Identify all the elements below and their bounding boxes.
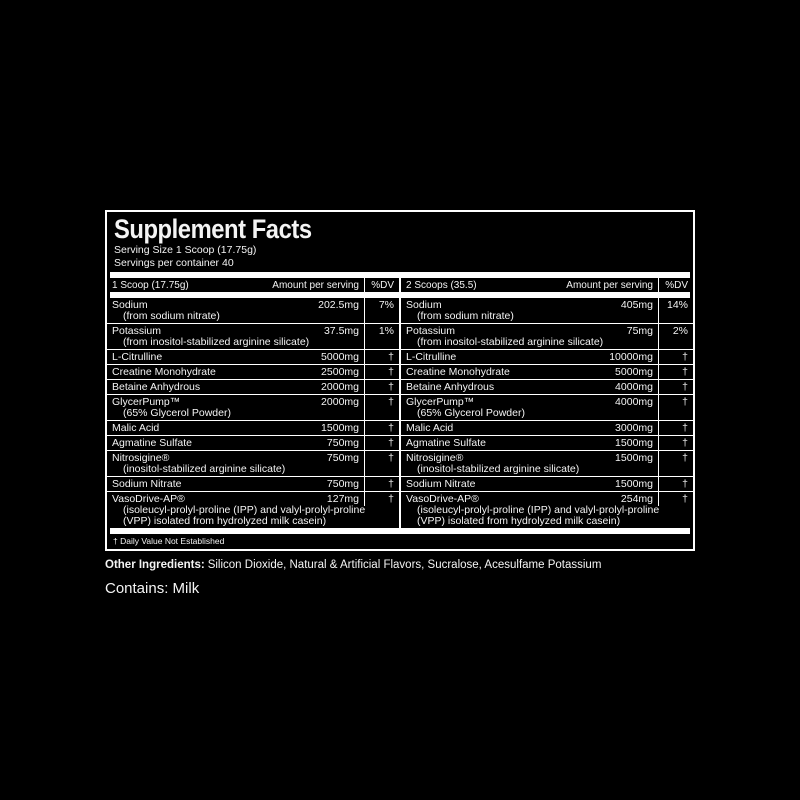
supplement-label — [105, 210, 695, 597]
facts-tables — [107, 278, 693, 528]
ingredient-row — [401, 365, 693, 380]
ingredient-dv: † — [658, 436, 693, 450]
ingredient-row — [401, 380, 693, 395]
ingredient-dv: 7% — [364, 298, 399, 323]
facts-header — [107, 212, 693, 269]
ingredient-name: Betaine Anhydrous — [406, 380, 495, 393]
ingredient-row — [107, 477, 399, 492]
ingredient-dv: † — [364, 492, 399, 506]
table-1-scoop — [107, 278, 399, 528]
table-2-scoops — [399, 278, 693, 528]
ingredient-name: VasoDrive-AP® — [406, 492, 479, 505]
ingredient-row — [107, 380, 399, 395]
ingredient-name: Agmatine Sulfate — [112, 436, 192, 449]
ingredient-dv: † — [364, 395, 399, 420]
ingredient-amount: 1500mg — [321, 421, 359, 434]
ingredient-row — [401, 350, 693, 365]
ingredient-amount: 4000mg — [615, 395, 653, 408]
ingredient-dv: † — [658, 365, 693, 379]
ingredient-amount: 5000mg — [321, 350, 359, 363]
ingredient-name: L-Citrulline — [112, 350, 163, 363]
ingredient-amount: 4000mg — [615, 380, 653, 393]
supplement-facts-title: Supplement Facts — [114, 214, 312, 244]
ingredient-subtext: (from inositol-stabilized arginine silicate) — [417, 335, 604, 348]
ingredient-row — [401, 395, 693, 421]
column-serving-label: 2 Scoops (35.5) — [406, 280, 477, 292]
ingredient-amount: 2000mg — [321, 380, 359, 393]
other-ingredients-label: Other Ingredients: — [105, 559, 205, 572]
ingredient-subtext: (isoleucyl-prolyl-proline (IPP) and valyl-prolyl-proline (VPP) isolated from hydrolyzed milk casein) — [417, 503, 660, 527]
ingredient-name: VasoDrive-AP® — [112, 492, 185, 505]
ingredient-dv: † — [364, 421, 399, 435]
column-amount-label: Amount per serving — [566, 280, 653, 292]
ingredient-amount: 1500mg — [615, 451, 653, 464]
ingredient-name: L-Citrulline — [406, 350, 457, 363]
ingredient-amount: 405mg — [620, 298, 653, 311]
serving-size-text: Serving Size 1 Scoop (17.75g) — [114, 244, 257, 257]
ingredient-dv: † — [364, 350, 399, 364]
ingredient-row — [107, 395, 399, 421]
ingredient-name: Malic Acid — [406, 421, 454, 434]
ingredient-dv: † — [364, 477, 399, 491]
ingredient-row — [401, 477, 693, 492]
ingredient-name: Sodium Nitrate — [112, 477, 182, 490]
ingredient-dv: 2% — [658, 324, 693, 349]
ingredient-amount: 750mg — [326, 451, 359, 464]
ingredient-amount: 750mg — [326, 477, 359, 490]
ingredient-subtext: (inositol-stabilized arginine silicate) — [123, 462, 286, 475]
ingredient-name: Potassium — [112, 324, 162, 337]
ingredient-subtext: (65% Glycerol Powder) — [123, 406, 231, 419]
table-header — [107, 278, 399, 292]
ingredient-name: Malic Acid — [112, 421, 160, 434]
ingredient-amount: 3000mg — [615, 421, 653, 434]
ingredient-dv: † — [364, 365, 399, 379]
ingredient-name: Nitrosigine® — [406, 451, 464, 464]
ingredient-subtext: (65% Glycerol Powder) — [417, 406, 525, 419]
ingredient-dv: † — [658, 350, 693, 364]
ingredient-name: Sodium — [112, 298, 148, 311]
ingredient-rows — [107, 298, 399, 528]
ingredient-row — [401, 421, 693, 436]
ingredient-row — [107, 436, 399, 451]
ingredient-amount: 2500mg — [321, 365, 359, 378]
ingredient-row — [401, 451, 693, 477]
column-amount-label: Amount per serving — [272, 280, 359, 292]
ingredient-amount: 750mg — [326, 436, 359, 449]
ingredient-name: Creatine Monohydrate — [406, 365, 510, 378]
ingredient-row — [401, 324, 693, 350]
ingredient-name: Sodium — [406, 298, 442, 311]
ingredient-dv: † — [658, 477, 693, 491]
ingredient-row — [107, 492, 399, 528]
ingredient-subtext: (from sodium nitrate) — [123, 309, 220, 322]
ingredient-dv: † — [658, 451, 693, 476]
ingredient-dv: † — [658, 395, 693, 420]
contains-allergen-text: Contains: Milk — [105, 580, 200, 598]
daily-value-footnote: † Daily Value Not Established — [113, 536, 225, 547]
ingredient-name: Potassium — [406, 324, 456, 337]
ingredient-dv: † — [658, 380, 693, 394]
ingredient-dv: 14% — [658, 298, 693, 323]
ingredient-row — [107, 350, 399, 365]
table-header — [401, 278, 693, 292]
ingredient-row — [401, 436, 693, 451]
ingredient-amount: 127mg — [326, 492, 359, 505]
column-dv-label: %DV — [364, 278, 399, 292]
column-dv-label: %DV — [658, 278, 693, 292]
ingredient-dv: † — [364, 436, 399, 450]
ingredient-subtext: (from inositol-stabilized arginine silicate) — [123, 335, 310, 348]
ingredient-name: Betaine Anhydrous — [112, 380, 201, 393]
ingredient-rows — [401, 298, 693, 528]
ingredient-name: Nitrosigine® — [112, 451, 170, 464]
ingredient-subtext: (isoleucyl-prolyl-proline (IPP) and valyl-prolyl-proline (VPP) isolated from hydrolyzed milk casein) — [123, 503, 366, 527]
ingredient-amount: 1500mg — [615, 477, 653, 490]
ingredient-row — [401, 492, 693, 528]
ingredient-dv: † — [364, 451, 399, 476]
ingredient-row — [107, 365, 399, 380]
ingredient-row — [107, 421, 399, 436]
ingredient-amount: 1500mg — [615, 436, 653, 449]
ingredient-subtext: (inositol-stabilized arginine silicate) — [417, 462, 580, 475]
ingredient-row — [107, 451, 399, 477]
ingredient-amount: 75mg — [626, 324, 653, 337]
ingredient-row — [107, 298, 399, 324]
ingredient-amount: 254mg — [620, 492, 653, 505]
ingredient-amount: 5000mg — [615, 365, 653, 378]
ingredient-name: Creatine Monohydrate — [112, 365, 216, 378]
ingredient-name: GlycerPump™ — [112, 395, 181, 408]
ingredient-dv: † — [658, 492, 693, 506]
ingredient-name: Sodium Nitrate — [406, 477, 476, 490]
ingredient-row — [401, 298, 693, 324]
column-serving-label: 1 Scoop (17.75g) — [112, 280, 189, 292]
ingredient-amount: 10000mg — [609, 350, 653, 363]
ingredient-dv: † — [364, 380, 399, 394]
ingredient-dv: 1% — [364, 324, 399, 349]
ingredient-row — [107, 324, 399, 350]
ingredient-amount: 37.5mg — [323, 324, 359, 337]
ingredient-name: Agmatine Sulfate — [406, 436, 486, 449]
ingredient-amount: 2000mg — [321, 395, 359, 408]
ingredient-subtext: (from sodium nitrate) — [417, 309, 514, 322]
ingredient-name: GlycerPump™ — [406, 395, 475, 408]
other-ingredients-text — [105, 559, 695, 572]
other-ingredients-list: Silicon Dioxide, Natural & Artificial Flavors, Sucralose, Acesulfame Potassium — [207, 559, 602, 572]
servings-per-container-text: Servings per container 40 — [114, 257, 234, 270]
facts-panel — [105, 210, 695, 551]
ingredient-dv: † — [658, 421, 693, 435]
ingredient-amount: 202.5mg — [318, 298, 359, 311]
